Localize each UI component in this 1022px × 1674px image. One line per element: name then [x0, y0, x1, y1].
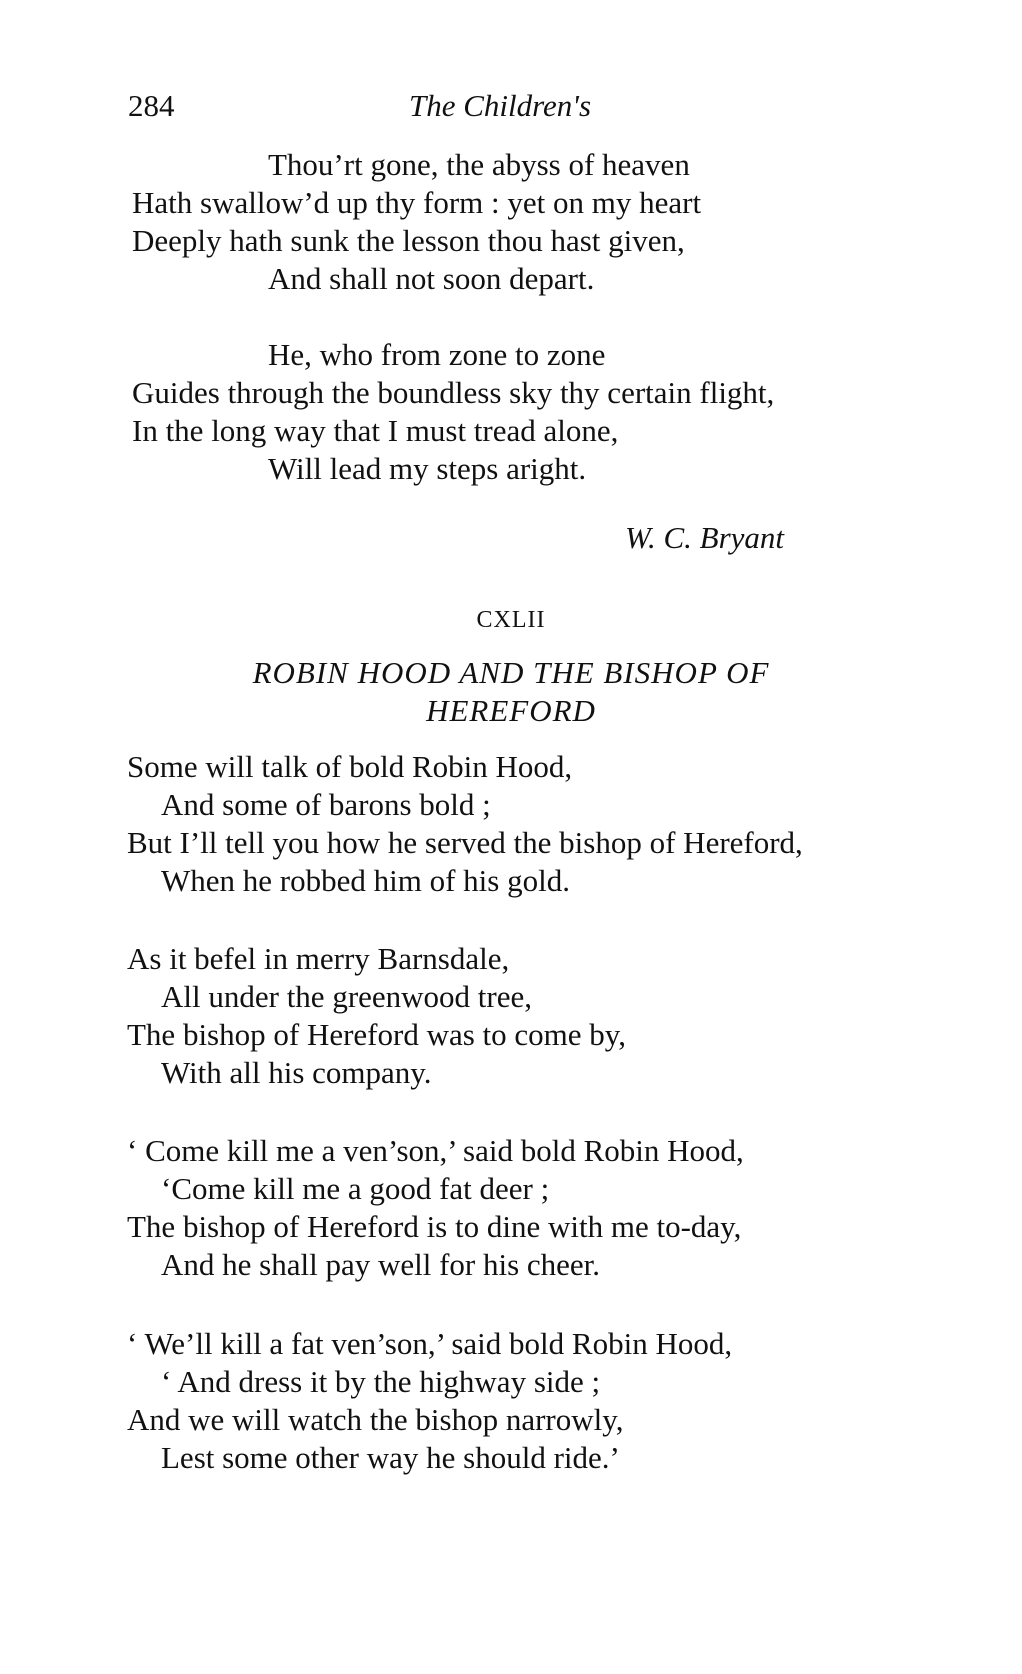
verse-line: ‘ And dress it by the highway side ;	[161, 1364, 601, 1399]
page-number: 284	[128, 88, 175, 123]
poem-number: CXLII	[476, 607, 546, 633]
verse-line: And he shall pay well for his cheer.	[161, 1247, 601, 1282]
verse-line: Deeply hath sunk the lesson thou hast given,	[132, 223, 685, 258]
verse-line: The bishop of Hereford was to come by,	[127, 1017, 627, 1052]
poem-title-line-2: HEREFORD	[426, 693, 596, 728]
verse-line: ‘ Come kill me a ven’son,’ said bold Robin Hood,	[127, 1133, 744, 1168]
running-head: The Children's	[408, 88, 592, 123]
verse-line: Guides through the boundless sky thy certain flight,	[132, 375, 775, 410]
verse-line: The bishop of Hereford is to dine with me to-day,	[127, 1209, 742, 1244]
verse-line: ‘Come kill me a good fat deer ;	[161, 1171, 550, 1206]
poem-attribution: W. C. Bryant	[625, 520, 785, 555]
verse-line: ‘ We’ll kill a fat ven’son,’ said bold Robin Hood,	[127, 1326, 733, 1361]
verse-line: When he robbed him of his gold.	[161, 863, 570, 898]
verse-line: As it befel in merry Barnsdale,	[127, 941, 510, 976]
verse-line: In the long way that I must tread alone,	[132, 413, 619, 448]
verse-line: With all his company.	[161, 1055, 432, 1090]
verse-line: Lest some other way he should ride.’	[161, 1440, 620, 1475]
verse-line: Some will talk of bold Robin Hood,	[127, 749, 573, 784]
verse-line: All under the greenwood tree,	[161, 979, 533, 1014]
verse-line: Hath swallow’d up thy form : yet on my heart	[132, 185, 702, 220]
verse-line: And we will watch the bishop narrowly,	[127, 1402, 624, 1437]
poem-title-line-1: ROBIN HOOD AND THE BISHOP OF	[252, 655, 770, 690]
verse-line: He, who from zone to zone	[268, 337, 606, 372]
verse-line: Will lead my steps aright.	[268, 451, 587, 486]
verse-line: And some of barons bold ;	[161, 787, 491, 822]
verse-line: But I’ll tell you how he served the bishop of Hereford,	[127, 825, 803, 860]
verse-line: Thou’rt gone, the abyss of heaven	[268, 147, 690, 182]
verse-line: And shall not soon depart.	[268, 261, 595, 296]
